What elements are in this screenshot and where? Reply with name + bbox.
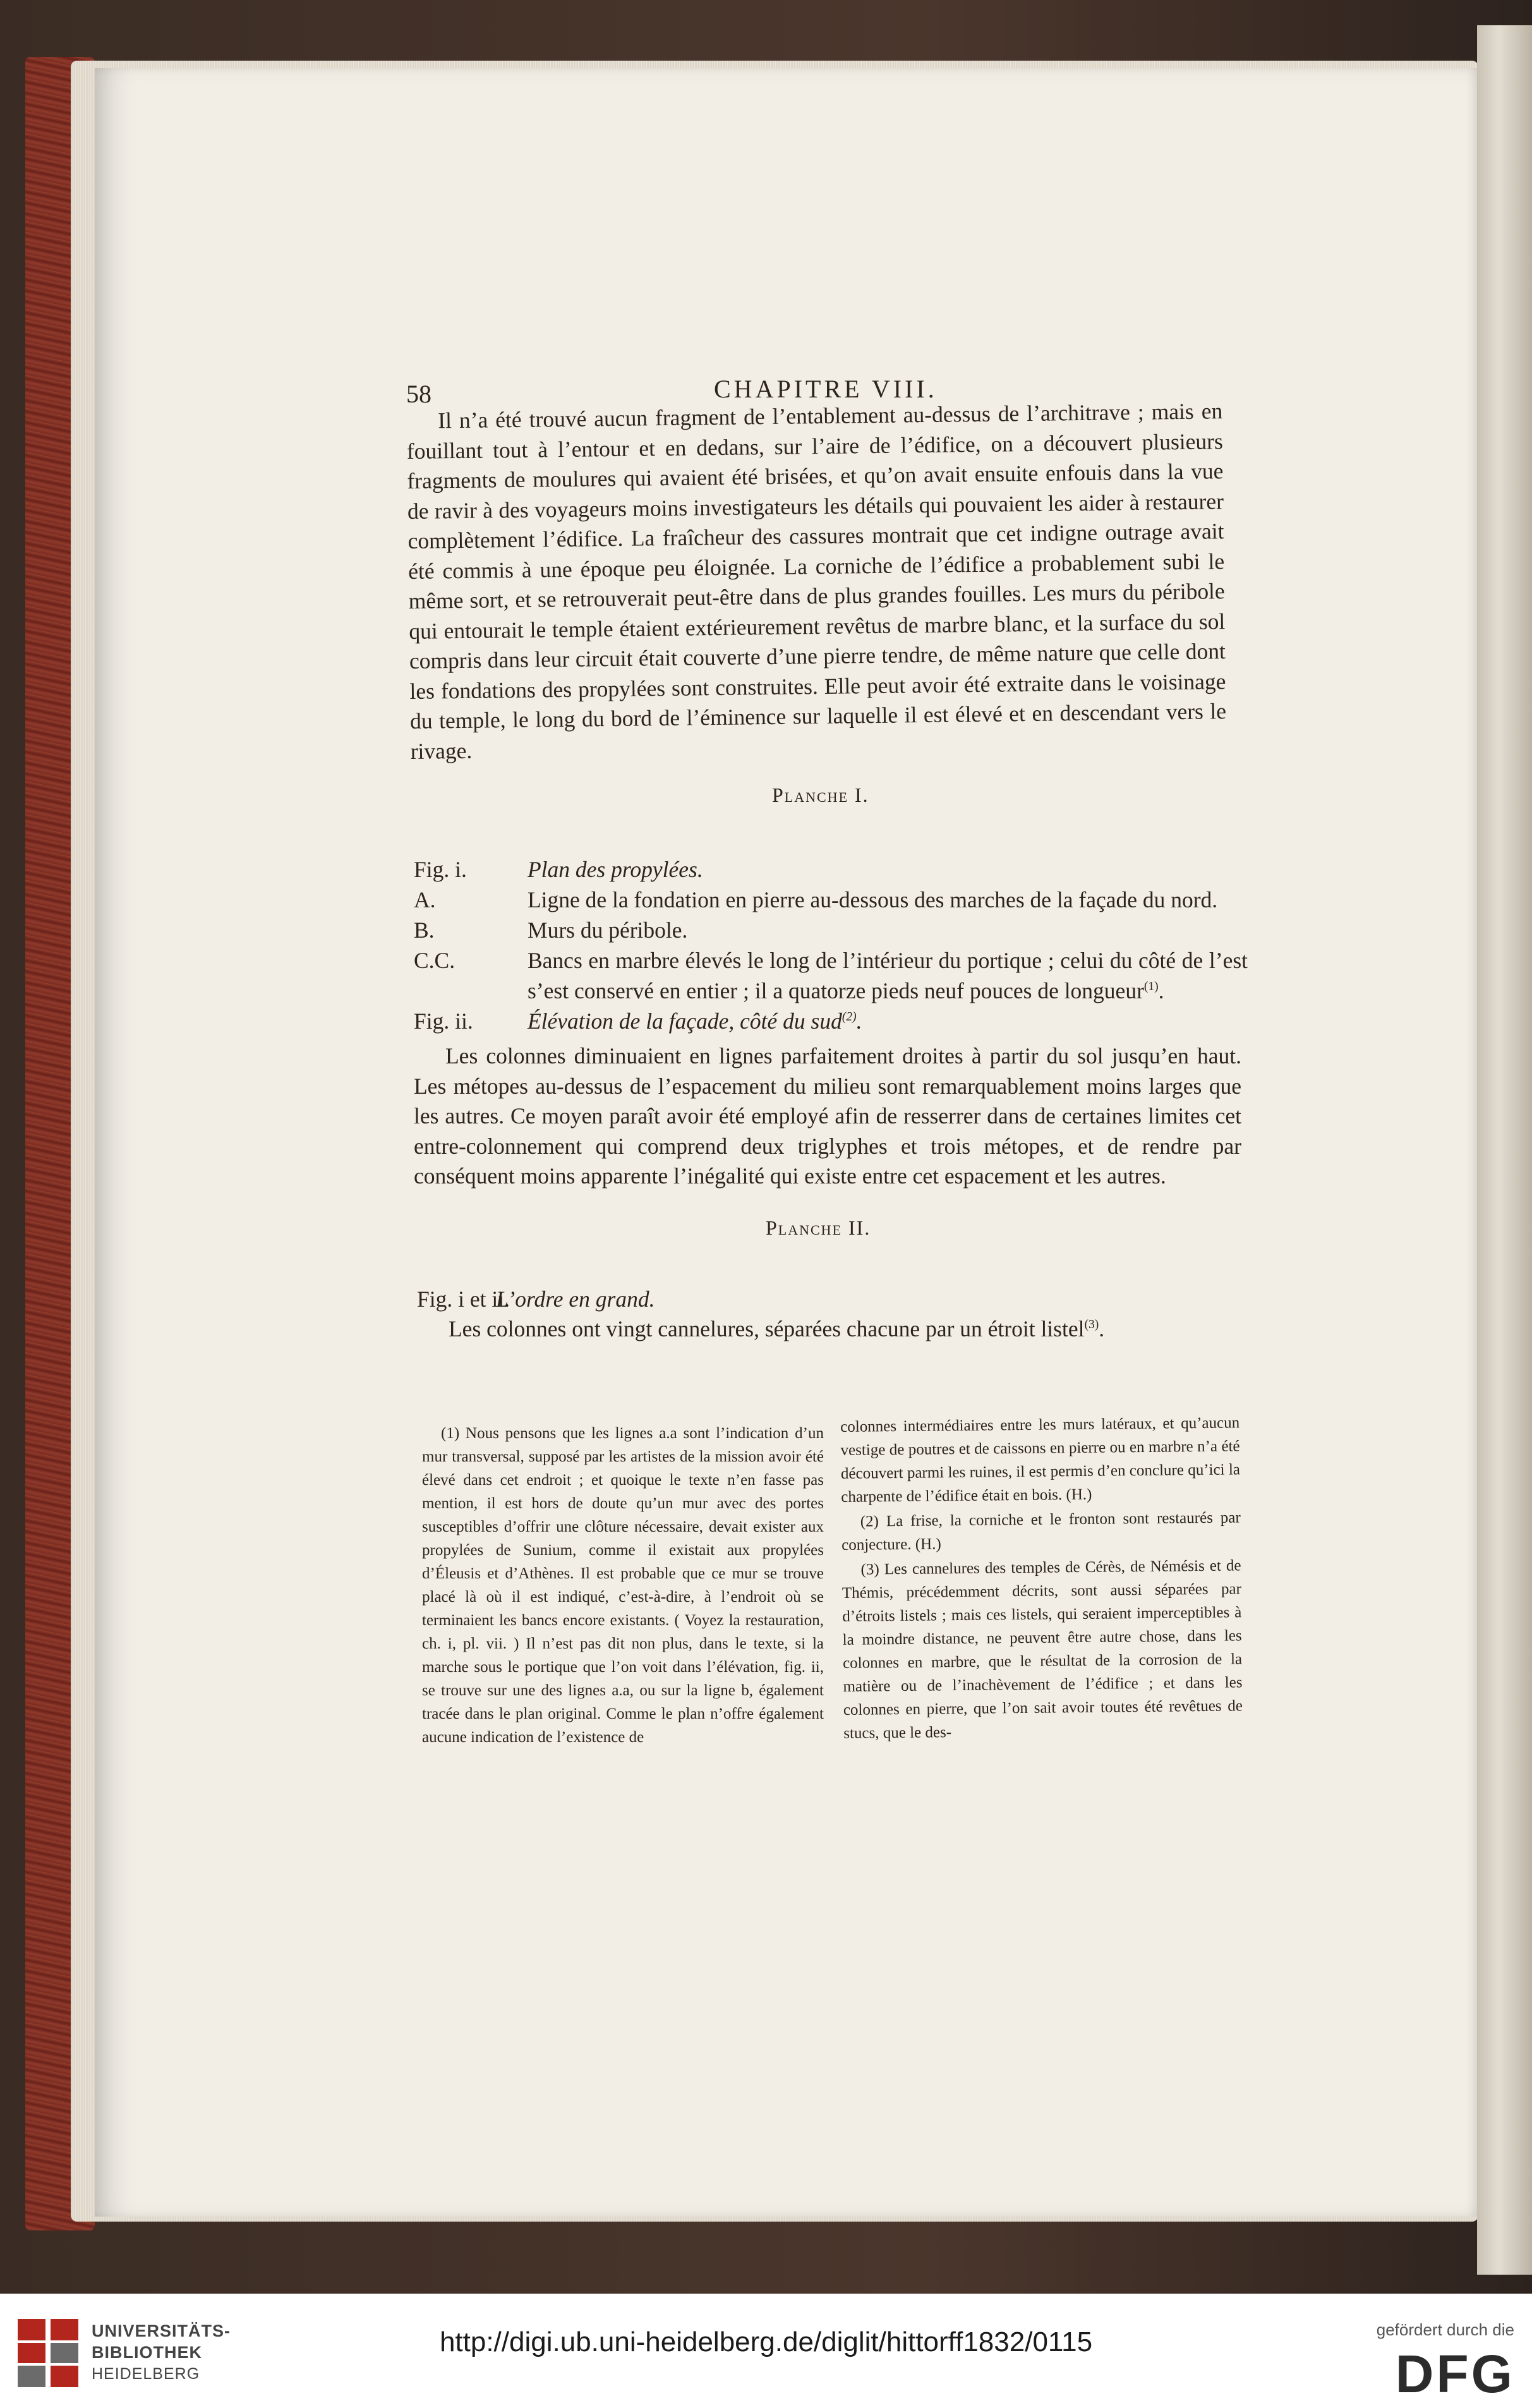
figure-title: Plan des propylées.: [528, 857, 703, 882]
page-number: 58: [406, 380, 431, 408]
viewer-footer-bar: [0, 2294, 1532, 2408]
plate-label: Planche: [772, 784, 849, 806]
footnote-3: (3) Les cannelures des temples de Cérès, de Némésis et de Thémis, précédemment décrits, sont aussi séparées par d’étroits listels ; mais ces listels, qui seraient imperceptibles à la moindre distance, ne peuvent être autre chose, dans les colonnes en marbre, que le résultat de la corrosion de la matière ou de l’inachèvement de l’édifice ; et dans les colonnes en pierre, que l’on sait avoir toutes été revêtues de stucs, que le des-: [841, 1557, 1243, 1742]
footnote-1-part-2: colonnes intermédiaires entre les murs latéraux, et qu’aucun vestige de poutres et de caissons en pierre ou en marbre n’a été découvert parmi les ruines, il est permis d’en conclure qu’ici la charpente de l’édifice était en bois. (H.): [840, 1414, 1241, 1506]
footnote-ref-3: (3): [1084, 1318, 1099, 1332]
permalink-url[interactable]: http://digi.ub.uni-heidelberg.de/diglit/hittorff1832/0115: [439, 2326, 1093, 2357]
body-paragraph-1: [406, 396, 1227, 766]
legend-text: Bancs en marbre élevés le long de l’intérieur du portique ; celui du côté de l’est s’est conservé en entier ; il a quatorze pieds neuf pouces de longueur: [528, 948, 1248, 1003]
plate-label: Planche: [766, 1216, 843, 1239]
footnote-2: (2) La frise, la corniche et le fronton sont restaurés par conjecture. (H.): [841, 1509, 1241, 1554]
legend-label: C.C.: [414, 948, 455, 973]
paragraph-text: Il n’a été trouvé aucun fragment de l’entablement au-dessus de l’architrave ; mais en fouillant tout à l’entour et en dedans, sur l’aire de l’édifice, on a découvert plusieurs fragments de moulures qui avaient été brisées, et qu’on avait ensuite enfouis dans la vue de ravir à des voyageurs moins investigateurs les détails qui pouvaient les aider à restaurer complètement l’édifice. La fraîcheur des cassures montrait que cet indigne outrage avait été commis à une époque peu éloignée. La corniche de l’édifice a probablement subi le même sort, et se retrouverait peut-être dans de plus grandes fouilles. Les murs du péribole qui entourait le temple étaient extérieurement revêtus de marbre blanc, et la surface du sol compris dans leur circuit était couverte d’une pierre tendre, de même nature que celle dont les fondations des propylées sont construites. Elle peut avoir été extraite dans le voisinage du temple, le long du bord de l’éminence sur laquelle il est élevé et en descendant vers le rivage.: [406, 398, 1227, 764]
legend-text: Ligne de la fondation en pierre au-dessous des marches de la façade du nord.: [528, 887, 1218, 912]
footnote-1-part-1: (1) Nous pensons que les lignes a.a sont l’indication d’un mur transversal, supposé par les artistes de la mission avoir été élevé dans cet endroit ; et quoique le texte n’en fasse pas mention, il est hors de doute qu’un mur avec des portes susceptibles d’offrir une clôture nécessaire, devait exister aux propylées de Sunium, comme il existait aux propylées d’Éleusis et d’Athènes. Il est probable que ce mur se trouve placé là où il est indiqué, c’est-à-dire, à l’endroit où se terminaient les bancs encore existants. ( Voyez la restauration, ch. i, pl. vii. ) Il n’est pas dit non plus, dans le texte, si la marche sous le portique que l’on voit dans l’élévation, fig. ii, se trouve sur une des lignes a.a, ou sur la ligne b, également tracée dans le plan original. Comme le plan n’offre également aucune indication de l’existence de: [422, 1425, 824, 1746]
paragraph-block: Les colonnes ont vingt cannelures, séparées chacune par un étroit listel$^{(3)}$.: [449, 1316, 1105, 1341]
figure-title-block: Élévation de la façade, côté du sud$^{(2)}$.: [528, 1008, 862, 1034]
figure-label: Fig. ii.: [414, 1008, 473, 1034]
paragraph-text: Les colonnes ont vingt cannelures, séparées chacune par un étroit listel: [449, 1316, 1085, 1341]
footnotes-right-column: [840, 1411, 1243, 1746]
figure-label: Fig. i et ii.: [417, 1286, 510, 1312]
footnotes-left-column: [422, 1422, 824, 1750]
funder-label: gefördert durch die: [1376, 2320, 1514, 2339]
footnote-ref-1: (1): [1143, 980, 1159, 994]
legend-label: A.: [414, 887, 436, 912]
plate-heading-1: [772, 784, 869, 807]
figure-title: Élévation de la façade, côté du sud: [528, 1008, 842, 1034]
plate-heading-2: [766, 1216, 871, 1240]
figure-title: L’ordre en grand.: [496, 1286, 655, 1312]
legend-text-block: Bancs en marbre élevés le long de l’intérieur du portique ; celui du côté de l’est s’est conservé en entier ; il a quatorze pieds neuf pouces de longueur$^{(1)}$.: [528, 948, 1248, 1003]
library-name-line-1[interactable]: UNIVERSITÄTS-: [92, 2321, 231, 2340]
plate-number: II.: [848, 1216, 871, 1239]
running-head: CHAPITRE VIII.: [714, 375, 938, 403]
body-paragraph-3: [417, 1314, 1238, 1345]
footnote-ref-2: (2): [841, 1010, 857, 1024]
facing-page-edge: [1477, 25, 1532, 2275]
legend-text: Murs du péribole.: [528, 917, 688, 943]
library-name-line-3[interactable]: HEIDELBERG: [92, 2365, 200, 2383]
figure-label: Fig. i.: [414, 857, 467, 882]
library-name-line-2[interactable]: BIBLIOTHEK: [92, 2343, 202, 2362]
paragraph-text: Les colonnes diminuaient en lignes parfaitement droites à partir du sol jusqu’en haut. Les métopes au-dessus de l’espacement du milieu sont remarquablement moins larges que les autres. Ce moyen paraît avoir été employé afin de resserrer dans de certaines limites cet entre-colonnement qui comprend deux triglyphes et trois métopes, et de rendre par conséquent moins apparente l’inégalité qui existe entre cet espacement et les autres.: [414, 1043, 1241, 1189]
dfg-logo[interactable]: DFG: [1395, 2344, 1515, 2404]
plate-number: I.: [855, 784, 869, 806]
legend-label: B.: [414, 917, 435, 943]
body-paragraph-2: [414, 1041, 1241, 1192]
